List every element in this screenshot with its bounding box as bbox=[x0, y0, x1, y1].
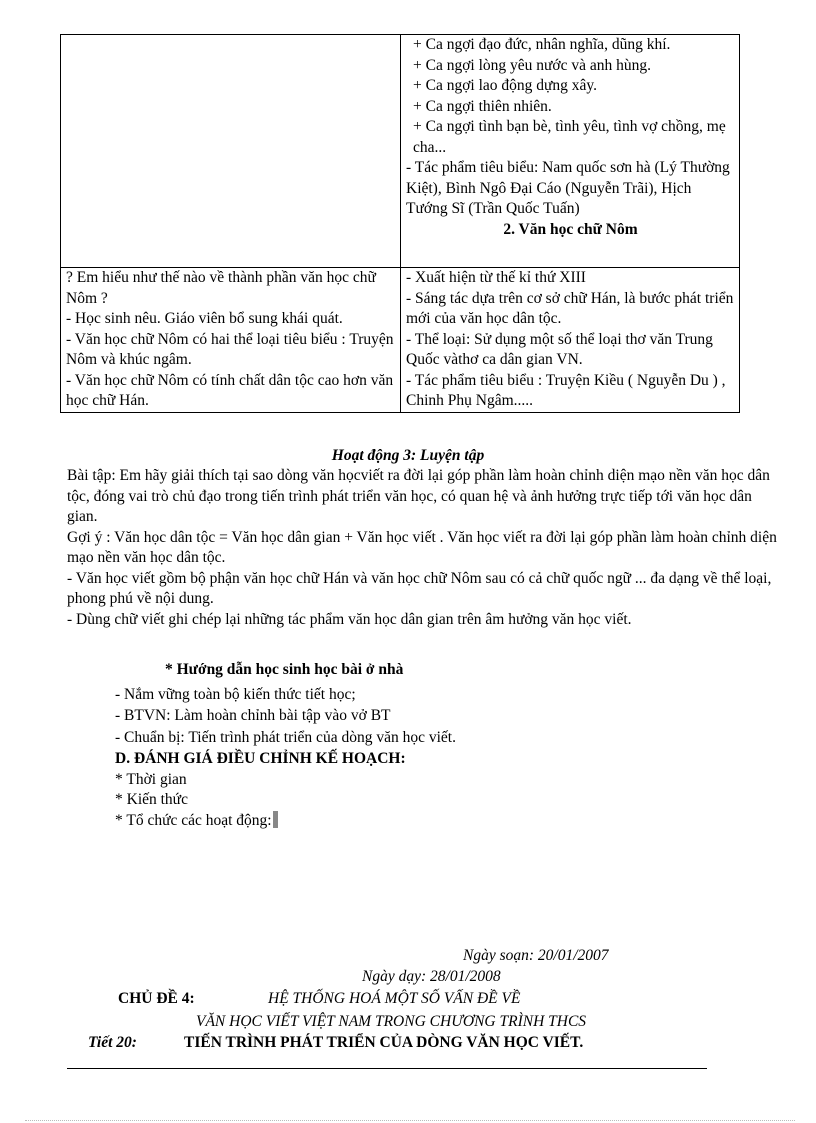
list-item: + Ca ngợi lao động dựng xây. bbox=[413, 77, 598, 94]
list-item: + Ca ngợi thiên nhiên. bbox=[413, 97, 552, 115]
homework-section bbox=[115, 660, 715, 831]
lesson-table bbox=[60, 34, 740, 413]
list-item: - Văn học chữ Nôm có tính chất dân tộc cao hơn văn học chữ Hán. bbox=[66, 371, 394, 409]
list-item: + Ca ngợi lòng yêu nước và anh hùng. bbox=[413, 56, 652, 74]
list-item: - Tác phẩm tiêu biểu : Truyện Kiều ( Nguyễn Du ) , Chinh Phụ Ngâm..... bbox=[406, 371, 726, 409]
left-cell-empty bbox=[61, 35, 401, 268]
paragraph: Gợi ý : Văn học dân tộc = Văn học dân gian + Văn học viết . Văn học viết ra đời lại góp phần làm hoàn chỉnh diện mạo nền văn học dân tộc. bbox=[67, 528, 777, 566]
page-break-line bbox=[25, 1120, 795, 1121]
list-item: - Sáng tác dựa trên cơ sở chữ Hán, là bước phát triển mới của văn học dân tộc. bbox=[406, 289, 734, 327]
list-item: - Học sinh nêu. Giáo viên bổ sung khái quát. bbox=[66, 310, 343, 327]
paragraph: Bài tập: Em hãy giải thích tại sao dòng văn họcviết ra đời lại góp phần làm hoàn chỉnh diện mạo nền văn học dân tộc, đóng vai trò chủ đạo trong tiến trình phát triển văn học, có quan hệ và ảnh hưởng trực tiếp tới văn học dân gian. bbox=[67, 467, 770, 525]
list-item: + Ca ngợi đạo đức, nhân nghĩa, dũng khí. bbox=[413, 36, 671, 53]
list-item: - Chuẩn bị: Tiến trình phát triển của dòng văn học viết. bbox=[115, 728, 456, 746]
exercise-section bbox=[67, 466, 777, 630]
list-item: * Thời gian bbox=[115, 770, 187, 788]
table-row bbox=[61, 35, 740, 268]
left-cell-questions bbox=[61, 268, 401, 413]
evaluation-heading: D. ĐÁNH GIÁ ĐIỀU CHỈNH KẾ HOẠCH: bbox=[115, 750, 406, 767]
text-cursor bbox=[273, 811, 278, 828]
list-item: + Ca ngợi tình bạn bè, tình yêu, tình vợ chồng, mẹ cha... bbox=[413, 118, 726, 156]
list-item: - BTVN: Làm hoàn chỉnh bài tập vào vở BT bbox=[115, 707, 391, 724]
right-cell-answers bbox=[401, 268, 740, 413]
lesson-label: Tiết 20: bbox=[88, 1034, 137, 1051]
list-item: - Văn học chữ Nôm có hai thể loại tiêu biểu : Truyện Nôm và khúc ngâm. bbox=[66, 330, 394, 368]
list-item: - Tác phẩm tiêu biểu: Nam quốc sơn hà (Lý Thường Kiệt), Bình Ngô Đại Cáo (Nguyễn Trãi), Hịch Tướng Sĩ (Trần Quốc Tuấn) bbox=[406, 159, 730, 217]
topic-line-2: VĂN HỌC VIẾT VIỆT NAM TRONG CHƯƠNG TRÌNH THCS bbox=[196, 1013, 587, 1030]
list-item: - Thể loại: Sử dụng một số thể loại thơ văn Trung Quốc vàthơ ca dân gian VN. bbox=[406, 330, 713, 368]
activity-title: Hoạt động 3: Luyện tập bbox=[331, 447, 485, 464]
eval-item-text: * Tổ chức các hoạt động: bbox=[115, 811, 272, 829]
paragraph: - Văn học viết gồm bộ phận văn học chữ Hán và văn học chữ Nôm sau có cả chữ quốc ngữ ... đa dạng về thể loại, phong phú về nội dung. bbox=[67, 569, 772, 607]
topic-label: CHỦ ĐỀ 4: bbox=[118, 990, 195, 1007]
list-item: - Xuất hiện từ thế kỉ thứ XIII bbox=[406, 269, 586, 286]
table-row bbox=[61, 268, 740, 413]
list-item: - Nắm vững toàn bộ kiến thức tiết học; bbox=[115, 685, 356, 703]
list-item: ? Em hiểu như thế nào về thành phần văn học chữ Nôm ? bbox=[66, 269, 376, 307]
section-heading: 2. Văn học chữ Nôm bbox=[503, 220, 638, 238]
divider bbox=[67, 1068, 707, 1069]
right-cell-top bbox=[401, 35, 740, 268]
topic-line-1: HỆ THỐNG HOÁ MỘT SỐ VẤN ĐỀ VỀ bbox=[268, 990, 521, 1007]
list-item bbox=[115, 811, 715, 832]
list-item: * Kiến thức bbox=[115, 791, 188, 808]
date-prepared: Ngày soạn: 20/01/2007 bbox=[463, 947, 609, 964]
lesson-title: TIẾN TRÌNH PHÁT TRIỂN CỦA DÒNG VĂN HỌC VIẾT. bbox=[184, 1034, 584, 1051]
homework-title: * Hướng dẫn học sinh học bài ở nhà bbox=[165, 661, 404, 678]
date-taught: Ngày dạy: 28/01/2008 bbox=[362, 968, 501, 985]
paragraph: - Dùng chữ viết ghi chép lại những tác phẩm văn học dân gian trên âm hưởng văn học viết. bbox=[67, 610, 632, 628]
